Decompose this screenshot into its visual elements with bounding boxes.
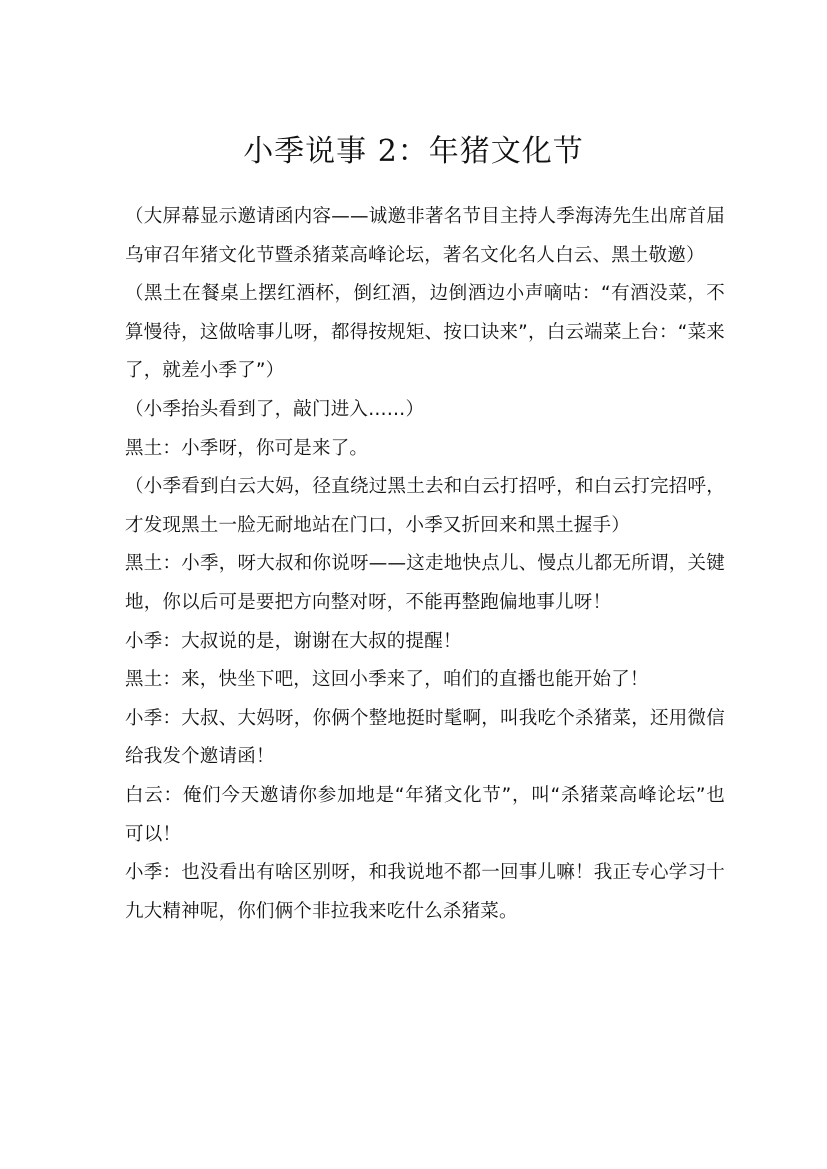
paragraph-xiaoji-handshake: （小季看到白云大妈，径直绕过黑土去和白云打招呼，和白云打完招呼，才发现黑土一脸无耐地站在门口，小季又折回来和黑土握手） (125, 476, 725, 536)
paragraph-xiaoji-study: 小季：也没看出有啥区别呀，和我说地不都一回事儿嘛！我正专心学习十九大精神呢，你们俩个非拉我来吃什么杀猪菜。 (125, 862, 725, 922)
paragraph-xiaoji-wechat: 小季：大叔、大妈呀，你俩个整地挺时髦啊，叫我吃个杀猪菜，还用微信给我发个邀请函！ (125, 707, 725, 768)
document-body (125, 198, 725, 931)
document-title: 小季说事 2：年猪文化节 (243, 134, 584, 169)
paragraph-xiaoji-enters: （小季抬头看到了，敲门进入……） (125, 398, 425, 420)
paragraph-heitu-livestream: 黑土：来，快坐下吧，这回小季来了，咱们的直播也能开始了！ (125, 669, 649, 691)
paragraph-baiyun-festival: 白云：俺们今天邀请你参加地是“年猪文化节”，叫“杀猪菜高峰论坛”也可以！ (125, 784, 725, 845)
paragraph-heitu-greeting: 黑土：小季呀，你可是来了。 (125, 437, 369, 459)
paragraph-invitation-screen: （大屏幕显示邀请函内容——诚邀非著名节目主持人季海涛先生出席首届乌审召年猪文化节暨杀猪菜高峰论坛，著名文化名人白云、黑土敬邀） (125, 206, 725, 266)
paragraph-heitu-direction: 黑土：小季，呀大叔和你说呀——这走地快点儿、慢点儿都无所谓，关键地，你以后可是要把方向整对呀，不能再整跑偏地事儿呀！ (125, 553, 725, 613)
paragraph-heitu-wine: （黑土在餐桌上摆红酒杯，倒红酒，边倒酒边小声嘀咕：“有酒没菜，不算慢待，这做啥事儿呀，都得按规矩、按口诀来”，白云端菜上台：“菜来了，就差小季了”） (125, 283, 725, 382)
paragraph-xiaoji-thanks: 小季：大叔说的是，谢谢在大叔的提醒！ (125, 630, 462, 652)
